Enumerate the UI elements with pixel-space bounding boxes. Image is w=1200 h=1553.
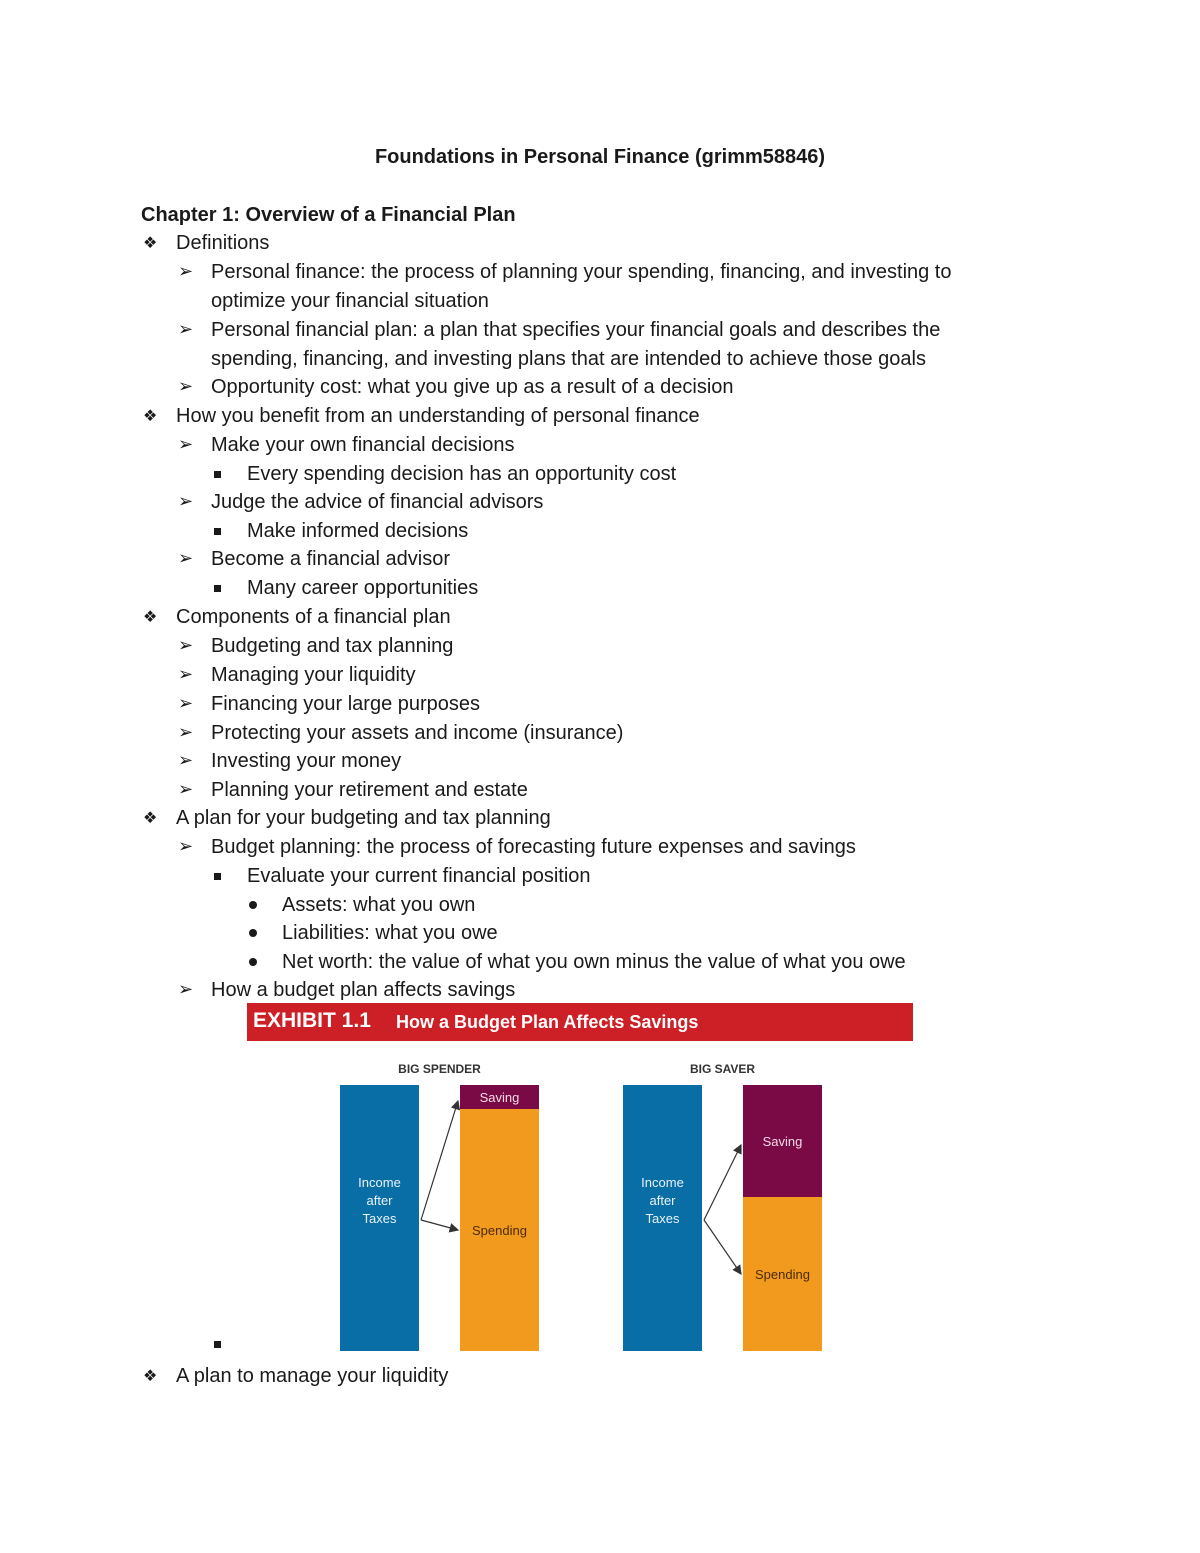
- outline-text: Personal finance: the process of planning your spending, financing, and investing to: [211, 261, 952, 283]
- arrow-to-spending: [704, 1220, 741, 1274]
- arrow-bullet-icon: ➢: [178, 491, 194, 512]
- arrow-bullet-icon: ➢: [178, 979, 194, 1000]
- square-bullet-icon: [214, 471, 221, 478]
- outline-text: How a budget plan affects savings: [211, 979, 516, 1001]
- exhibit-number: EXHIBIT 1.1: [253, 1009, 371, 1032]
- arrow-bullet-icon: ➢: [178, 261, 194, 282]
- saving-label: Saving: [762, 1134, 803, 1149]
- arrow-bullet-icon: ➢: [178, 664, 194, 685]
- arrow-bullet-icon: ➢: [178, 319, 194, 340]
- outline-text: Become a financial advisor: [211, 548, 451, 570]
- outline-text: Components of a financial plan: [176, 606, 451, 628]
- exhibit-panel-big-spender: [340, 1062, 539, 1351]
- arrow-bullet-icon: ➢: [178, 635, 194, 656]
- outline-text: Definitions: [176, 232, 270, 254]
- income-label: Income after Taxes: [358, 1175, 401, 1226]
- outline-text: Make your own financial decisions: [211, 434, 515, 456]
- arrow-to-spending: [421, 1220, 458, 1230]
- outline-text: Personal financial plan: a plan that specifies your financial goals and describes the: [211, 319, 941, 341]
- diamond-bullet-icon: ❖: [143, 607, 158, 626]
- outline-text: How you benefit from an understanding of personal finance: [176, 405, 700, 427]
- outline-text: Liabilities: what you owe: [282, 922, 498, 944]
- outline-text: Managing your liquidity: [211, 664, 416, 686]
- outline-text: Planning your retirement and estate: [211, 779, 528, 801]
- arrow-bullet-icon: ➢: [178, 779, 194, 800]
- saving-label: Saving: [479, 1090, 520, 1105]
- panel-title: BIG SPENDER: [398, 1062, 481, 1076]
- diamond-bullet-icon: ❖: [143, 1366, 158, 1385]
- square-bullet-icon: [214, 873, 221, 880]
- spending-label: Spending: [755, 1267, 810, 1282]
- outline-text: Financing your large purposes: [211, 693, 481, 715]
- dot-bullet-icon: [249, 929, 257, 937]
- dot-bullet-icon: [249, 901, 257, 909]
- outline-text: spending, financing, and investing plans that are intended to achieve those goals: [211, 348, 926, 370]
- square-bullet-icon: [214, 1341, 221, 1348]
- spending-label: Spending: [472, 1223, 527, 1238]
- outline-text: Make informed decisions: [247, 520, 469, 542]
- chapter-heading: Chapter 1: Overview of a Financial Plan: [141, 204, 516, 226]
- outline-text: Every spending decision has an opportunity cost: [247, 463, 677, 485]
- outline-text: Evaluate your current financial position: [247, 865, 591, 887]
- exhibit-diagram: [247, 1003, 913, 1355]
- arrow-bullet-icon: ➢: [178, 548, 194, 569]
- diamond-bullet-icon: ❖: [143, 808, 158, 827]
- arrow-bullet-icon: ➢: [178, 693, 194, 714]
- square-bullet-icon: [214, 528, 221, 535]
- panel-title: BIG SAVER: [689, 1062, 756, 1076]
- outline-text: A plan for your budgeting and tax planning: [176, 807, 551, 829]
- outline-text: Budgeting and tax planning: [211, 635, 454, 657]
- outline-text: Opportunity cost: what you give up as a result of a decision: [211, 376, 734, 398]
- diamond-bullet-icon: ❖: [143, 233, 158, 252]
- arrow-to-saving: [421, 1101, 458, 1220]
- income-label: Income after Taxes: [641, 1175, 684, 1226]
- outline-text: A plan to manage your liquidity: [176, 1365, 449, 1387]
- outline-text: Judge the advice of financial advisors: [211, 491, 544, 513]
- arrow-bullet-icon: ➢: [178, 836, 194, 857]
- exhibit-title: How a Budget Plan Affects Savings: [396, 1012, 699, 1032]
- outline-text: optimize your financial situation: [211, 290, 489, 312]
- dot-bullet-icon: [249, 958, 257, 966]
- exhibit-panel-big-saver: [623, 1062, 822, 1351]
- arrow-bullet-icon: ➢: [178, 722, 194, 743]
- arrow-bullet-icon: ➢: [178, 750, 194, 771]
- arrow-bullet-icon: ➢: [178, 434, 194, 455]
- outline-text: Net worth: the value of what you own minus the value of what you owe: [282, 951, 906, 973]
- outline-text: Many career opportunities: [247, 577, 479, 599]
- arrow-bullet-icon: ➢: [178, 376, 194, 397]
- outline-text: Assets: what you own: [282, 894, 476, 916]
- outline-text: Investing your money: [211, 750, 402, 772]
- outline-text: Budget planning: the process of forecasting future expenses and savings: [211, 836, 856, 858]
- exhibit-figure: [247, 1003, 913, 1355]
- square-bullet-icon: [214, 585, 221, 592]
- document-title: Foundations in Personal Finance (grimm58846): [374, 146, 826, 168]
- outline-text: Protecting your assets and income (insurance): [211, 722, 624, 744]
- arrow-to-saving: [704, 1145, 741, 1220]
- diamond-bullet-icon: ❖: [143, 406, 158, 425]
